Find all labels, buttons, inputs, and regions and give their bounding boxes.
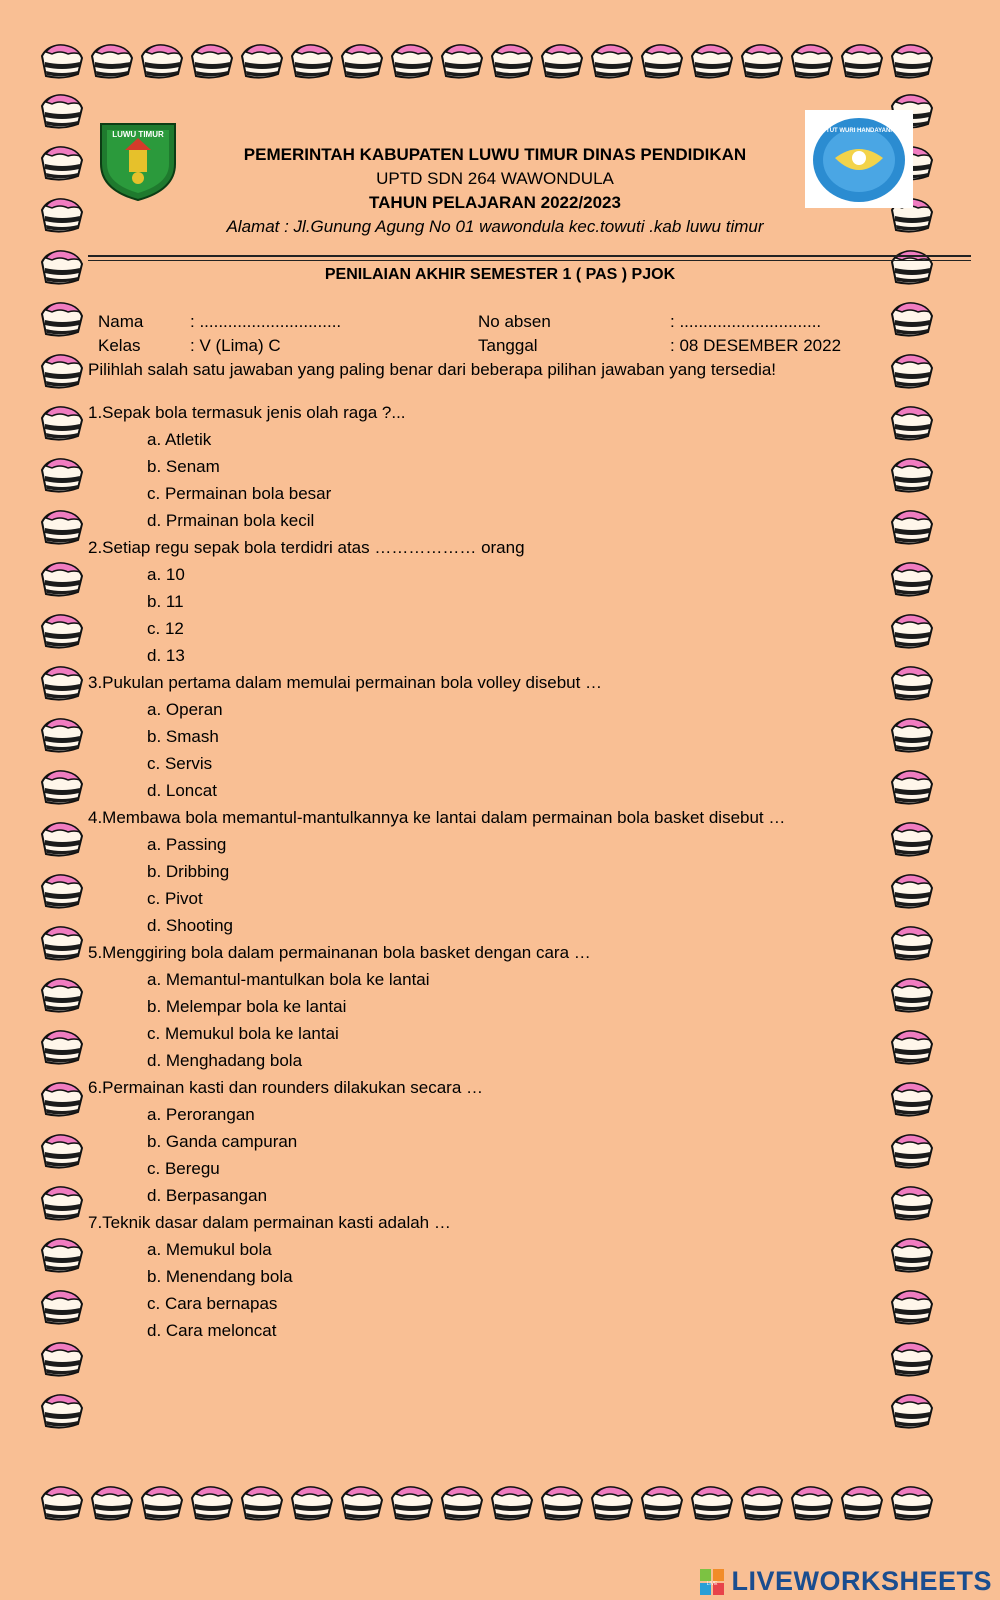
- q6-option-a[interactable]: a. Perorangan: [147, 1105, 255, 1124]
- cake-decoration: [288, 40, 336, 84]
- cake-decoration: [488, 40, 536, 84]
- cake-decoration: [888, 922, 936, 966]
- question-4: 4.Membawa bola memantul-mantulkannya ke lantai dalam permainan bola basket disebut …: [88, 808, 786, 827]
- cake-decoration: [738, 40, 786, 84]
- cake-decoration: [838, 1482, 886, 1526]
- cake-decoration: [888, 766, 936, 810]
- cake-decoration: [888, 1338, 936, 1382]
- cake-decoration: [888, 1182, 936, 1226]
- question-2: 2.Setiap regu sepak bola terdidri atas ……………… orang: [88, 538, 525, 557]
- cake-decoration: [338, 1482, 386, 1526]
- cake-decoration: [38, 402, 86, 446]
- tanggal-label: Tanggal: [478, 336, 538, 355]
- cake-decoration: [38, 1234, 86, 1278]
- q1-option-d[interactable]: d. Prmainan bola kecil: [147, 511, 315, 530]
- exam-title: PENILAIAN AKHIR SEMESTER 1 ( PAS ) PJOK: [324, 266, 676, 283]
- kelas-label: Kelas: [98, 336, 141, 355]
- question-3: 3.Pukulan pertama dalam memulai permainan bola volley disebut …: [88, 673, 603, 692]
- q3-option-d[interactable]: d. Loncat: [147, 781, 217, 800]
- cake-decoration: [138, 40, 186, 84]
- cake-decoration: [888, 1026, 936, 1070]
- cake-decoration: [38, 506, 86, 550]
- cake-decoration: [638, 1482, 686, 1526]
- cake-decoration: [38, 454, 86, 498]
- cake-decoration: [38, 246, 86, 290]
- cake-decoration: [38, 870, 86, 914]
- cake-decoration: [538, 1482, 586, 1526]
- cake-decoration: [188, 40, 236, 84]
- q4-option-c[interactable]: c. Pivot: [147, 889, 203, 908]
- cake-decoration: [738, 1482, 786, 1526]
- cake-decoration: [38, 662, 86, 706]
- cake-decoration: [888, 870, 936, 914]
- q7-option-c[interactable]: c. Cara bernapas: [147, 1294, 278, 1313]
- header-line-address: Alamat : Jl.Gunung Agung No 01 wawondula kec.towuti .kab luwu timur: [226, 217, 764, 236]
- q1-option-c[interactable]: c. Permainan bola besar: [147, 484, 332, 503]
- q7-option-d[interactable]: d. Cara meloncat: [147, 1321, 277, 1340]
- cake-decoration: [38, 1482, 86, 1526]
- cake-decoration: [888, 714, 936, 758]
- cake-decoration: [888, 1390, 936, 1434]
- tanggal-value: : 08 DESEMBER 2022: [670, 336, 842, 355]
- cake-decoration: [888, 1234, 936, 1278]
- cake-decoration: [888, 1130, 936, 1174]
- logo-left-text: LUWU TIMUR: [112, 130, 164, 139]
- header-line-school: UPTD SDN 264 WAWONDULA: [376, 169, 614, 188]
- cake-decoration: [888, 402, 936, 446]
- header-line-year: TAHUN PELAJARAN 2022/2023: [369, 193, 621, 212]
- cake-decoration: [388, 40, 436, 84]
- cake-decoration: [38, 610, 86, 654]
- kelas-value: : V (Lima) C: [190, 336, 281, 355]
- cake-decoration: [888, 610, 936, 654]
- cake-decoration: [888, 1078, 936, 1122]
- cake-decoration: [38, 558, 86, 602]
- cake-decoration: [888, 454, 936, 498]
- liveworksheets-icon: [700, 1569, 724, 1595]
- cake-decoration: [88, 40, 136, 84]
- cake-decoration: [788, 40, 836, 84]
- q2-option-b[interactable]: b. 11: [147, 592, 184, 611]
- cake-decoration: [38, 194, 86, 238]
- absen-label: No absen: [478, 312, 551, 331]
- cake-decoration: [888, 298, 936, 342]
- q5-option-d[interactable]: d. Menghadang bola: [147, 1051, 303, 1070]
- cake-decoration: [38, 1182, 86, 1226]
- liveworksheets-icon-text: LIVE: [706, 1581, 718, 1587]
- cake-decoration: [888, 818, 936, 862]
- cake-decoration: [38, 40, 86, 84]
- absen-input[interactable]: : ..............................: [670, 312, 822, 331]
- q6-option-c[interactable]: c. Beregu: [147, 1159, 220, 1178]
- cake-decoration: [438, 1482, 486, 1526]
- cake-decoration: [888, 40, 936, 84]
- cake-decoration: [888, 974, 936, 1018]
- cake-decoration: [488, 1482, 536, 1526]
- nama-input[interactable]: : ..............................: [190, 312, 342, 331]
- q2-option-d[interactable]: d. 13: [147, 646, 185, 665]
- cake-decoration: [38, 1026, 86, 1070]
- q2-option-c[interactable]: c. 12: [147, 619, 184, 638]
- cake-decoration: [888, 246, 936, 290]
- cake-decoration: [38, 350, 86, 394]
- cake-decoration: [38, 1338, 86, 1382]
- cake-decoration: [888, 558, 936, 602]
- cake-decoration: [688, 40, 736, 84]
- q6-option-b[interactable]: b. Ganda campuran: [147, 1132, 298, 1151]
- nama-label: Nama: [98, 312, 144, 331]
- header-divider-thin: [88, 260, 971, 261]
- cake-decoration: [288, 1482, 336, 1526]
- cake-decoration: [438, 40, 486, 84]
- liveworksheets-brand[interactable]: LIVEWORKSHEETS: [731, 1566, 992, 1596]
- cake-decoration: [688, 1482, 736, 1526]
- cake-decoration: [538, 40, 586, 84]
- q3-option-c[interactable]: c. Servis: [147, 754, 213, 773]
- question-5: 5.Menggiring bola dalam permainanan bola basket dengan cara …: [88, 943, 591, 962]
- question-7: 7.Teknik dasar dalam permainan kasti adalah …: [88, 1213, 451, 1232]
- cake-decoration: [888, 1482, 936, 1526]
- tut-wuri-handayani-logo: [805, 110, 913, 208]
- q5-option-c[interactable]: c. Memukul bola ke lantai: [147, 1024, 339, 1043]
- cake-decoration: [138, 1482, 186, 1526]
- cake-decoration: [38, 922, 86, 966]
- q4-option-d[interactable]: d. Shooting: [147, 916, 234, 935]
- q1-option-a[interactable]: a. Atletik: [147, 430, 212, 449]
- cake-decoration: [38, 714, 86, 758]
- question-1: 1.Sepak bola termasuk jenis olah raga ?...: [88, 403, 406, 422]
- cake-decoration: [88, 1482, 136, 1526]
- cake-decoration: [38, 298, 86, 342]
- cake-decoration: [238, 1482, 286, 1526]
- cake-decoration: [888, 662, 936, 706]
- cake-decoration: [38, 1390, 86, 1434]
- instruction-text: Pilihlah salah satu jawaban yang paling benar dari beberapa pilihan jawaban yang tersedia!: [88, 360, 777, 379]
- cake-decoration: [638, 40, 686, 84]
- cake-decoration: [38, 1078, 86, 1122]
- q1-option-b[interactable]: b. Senam: [147, 457, 220, 476]
- cake-decoration: [238, 40, 286, 84]
- cake-decoration: [38, 974, 86, 1018]
- q2-option-a[interactable]: a. 10: [147, 565, 185, 584]
- cake-decoration: [38, 142, 86, 186]
- cake-decoration: [788, 1482, 836, 1526]
- cake-decoration: [888, 350, 936, 394]
- cake-decoration: [888, 506, 936, 550]
- luwu-timur-logo: [95, 120, 181, 202]
- cake-decoration: [388, 1482, 436, 1526]
- question-6: 6.Permainan kasti dan rounders dilakukan secara …: [88, 1078, 483, 1097]
- cake-decoration: [338, 40, 386, 84]
- header-line-government: PEMERINTAH KABUPATEN LUWU TIMUR DINAS PENDIDIKAN: [243, 145, 747, 164]
- q4-option-b[interactable]: b. Dribbing: [147, 862, 230, 881]
- cake-decoration: [188, 1482, 236, 1526]
- cake-decoration: [38, 1130, 86, 1174]
- q7-option-b[interactable]: b. Menendang bola: [147, 1267, 293, 1286]
- cake-decoration: [588, 40, 636, 84]
- q3-option-b[interactable]: b. Smash: [147, 727, 219, 746]
- q7-option-a[interactable]: a. Memukul bola: [147, 1240, 272, 1259]
- cake-decoration: [38, 90, 86, 134]
- cake-decoration: [888, 1286, 936, 1330]
- q5-option-b[interactable]: b. Melempar bola ke lantai: [147, 997, 347, 1016]
- q6-option-d[interactable]: d. Berpasangan: [147, 1186, 268, 1205]
- cake-decoration: [38, 766, 86, 810]
- cake-decoration: [38, 1286, 86, 1330]
- cake-decoration: [588, 1482, 636, 1526]
- header-divider-thick: [88, 255, 971, 257]
- q3-option-a[interactable]: a. Operan: [147, 700, 223, 719]
- q4-option-a[interactable]: a. Passing: [147, 835, 227, 854]
- q5-option-a[interactable]: a. Memantul-mantulkan bola ke lantai: [147, 970, 430, 989]
- cake-decoration: [838, 40, 886, 84]
- cake-decoration: [38, 818, 86, 862]
- logo-right-text: TUT WURI HANDAYANI: [826, 128, 892, 134]
